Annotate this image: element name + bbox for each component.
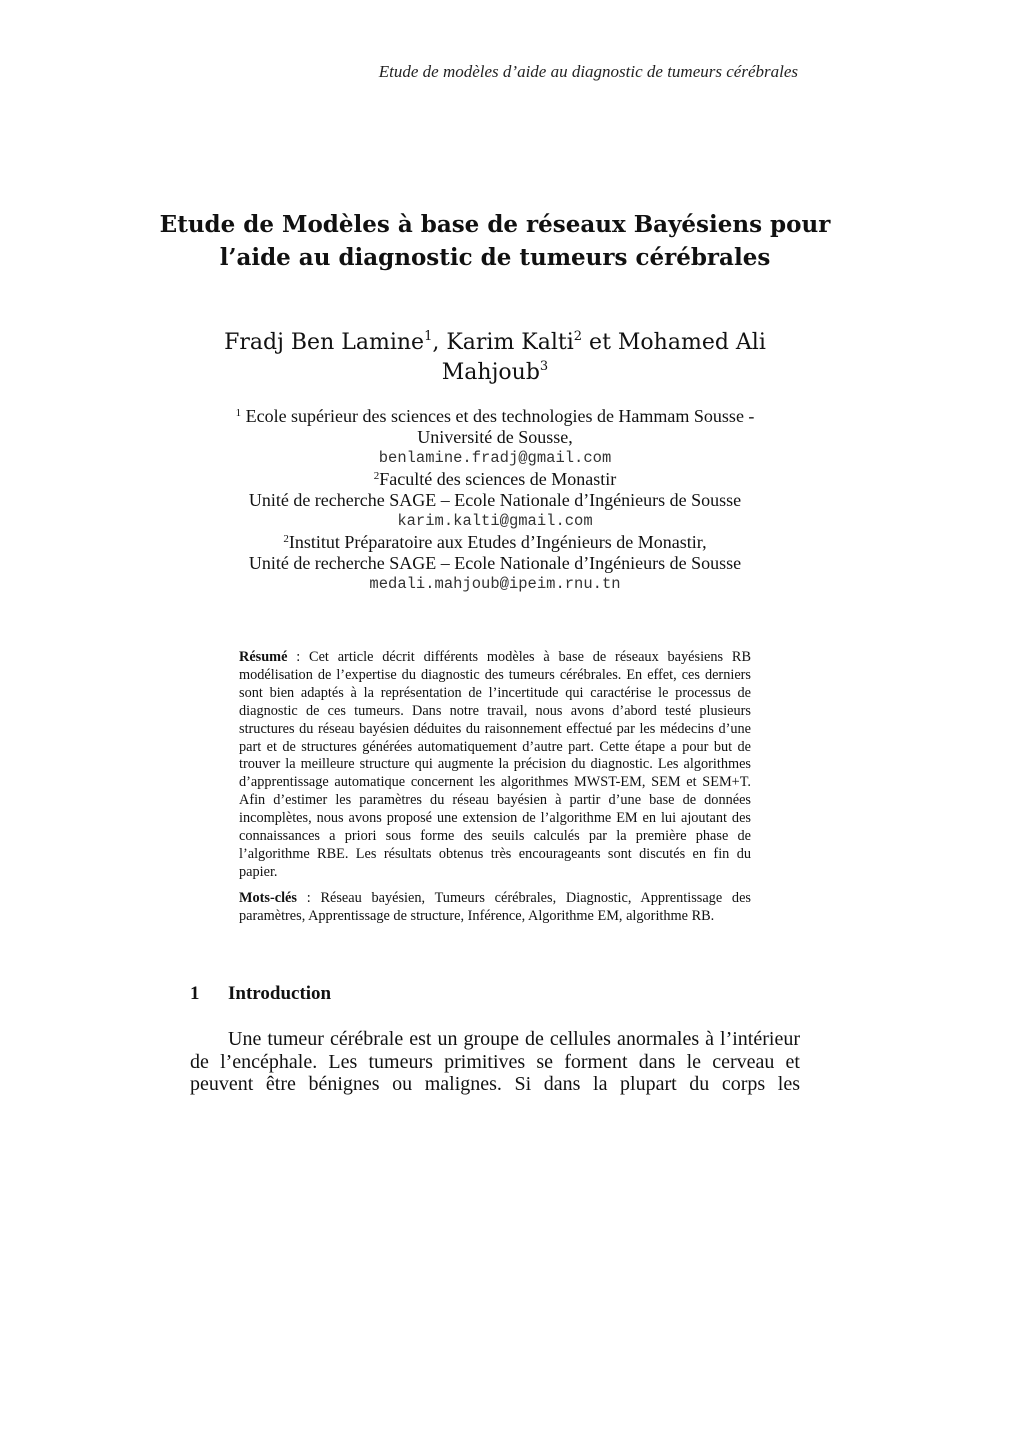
keywords-text: : Réseau bayésien, Tumeurs cérébrales, Diagnostic, Apprentissage des paramètres, Apprentissage de structure, Inférence, Algorithme EM, algorithme RB. (239, 889, 751, 924)
affiliation-1-line-1: Ecole supérieur des sciences et des technologies de Hammam Sousse - (241, 406, 755, 426)
abstract (239, 649, 751, 882)
affiliation-3-mark: 2 (283, 533, 289, 545)
author-3-affil-mark: 3 (539, 359, 549, 374)
affiliation-3-line-2: Unité de recherche SAGE – Ecole Nationale d’Ingénieurs de Sousse (248, 553, 742, 573)
intro-line-3: peuvent être bénignes ou malignes. Si dans la plupart du corps les (190, 1073, 800, 1095)
email-3: medali.mahjoub@ipeim.rnu.tn (369, 575, 621, 593)
author-separator-2: et Mohamed Ali (582, 330, 766, 355)
email-2: karim.kalti@gmail.com (397, 512, 593, 530)
affiliation-2-line-1: Faculté des sciences de Monastir (379, 469, 617, 489)
affiliation-1-line-2: Université de Sousse, (417, 427, 573, 447)
affiliation-2-line-2: Unité de recherche SAGE – Ecole Nationale d’Ingénieurs de Sousse (248, 490, 742, 510)
running-head: Etude de modèles d’aide au diagnostic de tumeurs cérébrales (378, 62, 798, 81)
affiliation-3 (190, 532, 800, 553)
title-line-1: Etude de Modèles à base de réseaux Bayésiens pour (159, 211, 831, 238)
affiliations (190, 406, 800, 595)
intro-line-2: de l’encéphale. Les tumeurs primitives se forment dans le cerveau et (190, 1050, 800, 1073)
affiliation-2 (190, 469, 800, 490)
section-number: 1 (190, 983, 200, 1004)
keywords-label: Mots-clés (239, 889, 297, 906)
author-2-affil-mark: 2 (573, 329, 583, 344)
author-1-affil-mark: 1 (424, 329, 433, 344)
abstract-block (239, 649, 751, 926)
introduction-paragraph (190, 1028, 800, 1096)
email-1: benlamine.fradj@gmail.com (378, 449, 612, 467)
abstract-label: Résumé (239, 649, 288, 665)
author-1: Fradj Ben Lamine (224, 330, 425, 355)
affiliation-1 (190, 406, 800, 427)
paper-title (150, 208, 840, 274)
author-separator-1: , (432, 330, 447, 355)
author-list (200, 328, 790, 388)
affiliation-2-mark: 2 (373, 470, 380, 482)
intro-line-1: Une tumeur cérébrale est un groupe de cellules anormales à l’intérieur (228, 1028, 800, 1050)
author-3: Mahjoub (441, 360, 540, 385)
section-title: Introduction (228, 983, 332, 1004)
section-heading-introduction (190, 983, 331, 1005)
affiliation-1-mark: 1 (235, 407, 242, 419)
title-line-2: l’aide au diagnostic de tumeurs cérébrales (219, 244, 771, 271)
author-2: Karim Kalti (446, 330, 574, 355)
abstract-text: : Cet article décrit différents modèles à base de réseaux bayésiens RB modélisation de l’expertise du diagnostic des tumeurs cérébrales. En effet, ces derniers sont bien adaptés à la représentation de l’incertitude qui caractérise le processus de diagnostic de ces tumeurs. Dans notre travail, nous avons d’abord testé plusieurs structures du réseau bayésien déduites du raisonnement effectué par les médecins d’une part et de structures générées automatiquement d’autre part. Cette étape a pour but de trouver la meilleure structure qui augmente la précision du diagnostic. Les algorithmes d’apprentissage automatique concernent les algorithmes MWST-EM, SEM et SEM+T. Afin d’estimer les paramètres du réseau bayésien à partir d’une base de données incomplètes, nous avons proposé une extension de l’algorithme EM en lui ajoutant des connaissances a priori sous forme des seuils calculés par la première phase de l’algorithme RBE. Les résultats obtenus très encourageants sont discutés en fin du papier. (239, 649, 751, 880)
affiliation-3-line-1: Institut Préparatoire aux Etudes d’Ingénieurs de Monastir, (288, 532, 707, 552)
keywords (239, 890, 751, 926)
